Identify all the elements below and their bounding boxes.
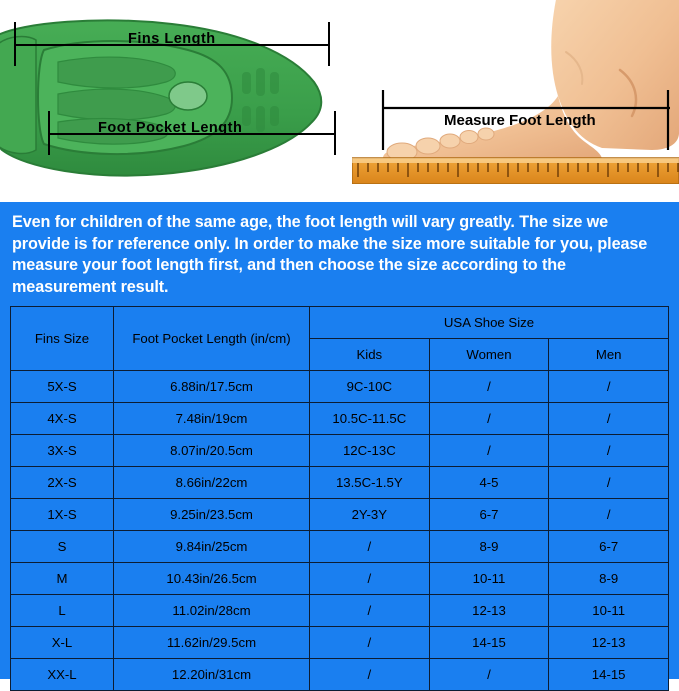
cell-men: / [549, 435, 669, 467]
measure-foot-length-label: Measure Foot Length [444, 112, 596, 129]
table-body [11, 371, 669, 691]
cell-pocket: 12.20in/31cm [114, 659, 310, 691]
cell-pocket: 8.66in/22cm [114, 467, 310, 499]
table-head [11, 307, 669, 371]
table-header-row-1 [11, 307, 669, 339]
foot-pocket-length-left-tick [48, 111, 50, 155]
fins-length-label: Fins Length [128, 31, 216, 47]
cell-fins-size: L [11, 595, 114, 627]
cell-fins-size: 4X-S [11, 403, 114, 435]
foot-measure-panel [352, 0, 679, 202]
cell-men: 12-13 [549, 627, 669, 659]
cell-fins-size: M [11, 563, 114, 595]
cell-kids: 12C-13C [310, 435, 430, 467]
cell-pocket: 11.62in/29.5cm [114, 627, 310, 659]
cell-women: 4-5 [429, 467, 549, 499]
cell-women: / [429, 435, 549, 467]
foot-pocket-length-right-tick [334, 111, 336, 155]
header-kids: Kids [310, 339, 430, 371]
cell-men: / [549, 467, 669, 499]
cell-men: / [549, 371, 669, 403]
cell-pocket: 10.43in/26.5cm [114, 563, 310, 595]
cell-fins-size: S [11, 531, 114, 563]
table-row [11, 371, 669, 403]
table-row [11, 403, 669, 435]
table-row [11, 499, 669, 531]
cell-pocket: 11.02in/28cm [114, 595, 310, 627]
table-row [11, 563, 669, 595]
cell-fins-size: 5X-S [11, 371, 114, 403]
foot-pocket-length-label: Foot Pocket Length [98, 120, 243, 136]
cell-kids: / [310, 595, 430, 627]
cell-women: / [429, 659, 549, 691]
header-women: Women [429, 339, 549, 371]
cell-women: 14-15 [429, 627, 549, 659]
header-foot-pocket-length: Foot Pocket Length (in/cm) [114, 307, 310, 371]
table-row [11, 467, 669, 499]
cell-kids: 2Y-3Y [310, 499, 430, 531]
cell-pocket: 7.48in/19cm [114, 403, 310, 435]
cell-men: / [549, 499, 669, 531]
cell-women: 8-9 [429, 531, 549, 563]
cell-fins-size: 2X-S [11, 467, 114, 499]
size-chart-body [0, 202, 679, 683]
cell-men: 8-9 [549, 563, 669, 595]
cell-fins-size: X-L [11, 627, 114, 659]
header-usa-shoe-size: USA Shoe Size [310, 307, 669, 339]
cell-kids: / [310, 659, 430, 691]
fins-size-table [10, 306, 669, 691]
cell-fins-size: XX-L [11, 659, 114, 691]
table-row [11, 659, 669, 691]
cell-women: / [429, 403, 549, 435]
cell-kids: / [310, 531, 430, 563]
top-image-band [0, 0, 679, 202]
cell-women: 10-11 [429, 563, 549, 595]
cell-fins-size: 1X-S [11, 499, 114, 531]
table-row [11, 531, 669, 563]
table-row [11, 595, 669, 627]
foot-on-ruler-illustration [352, 0, 679, 202]
cell-pocket: 9.84in/25cm [114, 531, 310, 563]
cell-pocket: 6.88in/17.5cm [114, 371, 310, 403]
table-row [11, 627, 669, 659]
cell-kids: 10.5C-11.5C [310, 403, 430, 435]
cell-men: 10-11 [549, 595, 669, 627]
cell-women: 6-7 [429, 499, 549, 531]
notice-text: Even for children of the same age, the foot length will vary greatly. The size we provide is for reference only. In order to make the size more suitable for you, please measure your foot length first, and then choose the size according to the measurement result. [12, 213, 648, 296]
cell-kids: 13.5C-1.5Y [310, 467, 430, 499]
fins-length-right-tick [328, 22, 330, 66]
cell-men: / [549, 403, 669, 435]
cell-women: / [429, 371, 549, 403]
cell-men: 14-15 [549, 659, 669, 691]
cell-kids: / [310, 563, 430, 595]
cell-kids: 9C-10C [310, 371, 430, 403]
cell-kids: / [310, 627, 430, 659]
cell-pocket: 8.07in/20.5cm [114, 435, 310, 467]
header-men: Men [549, 339, 669, 371]
cell-pocket: 9.25in/23.5cm [114, 499, 310, 531]
cell-fins-size: 3X-S [11, 435, 114, 467]
fins-length-left-tick [14, 22, 16, 66]
table-row [11, 435, 669, 467]
size-table-wrapper [10, 306, 669, 691]
fin-diagram-panel [0, 0, 352, 202]
header-fins-size: Fins Size [11, 307, 114, 371]
cell-men: 6-7 [549, 531, 669, 563]
cell-women: 12-13 [429, 595, 549, 627]
